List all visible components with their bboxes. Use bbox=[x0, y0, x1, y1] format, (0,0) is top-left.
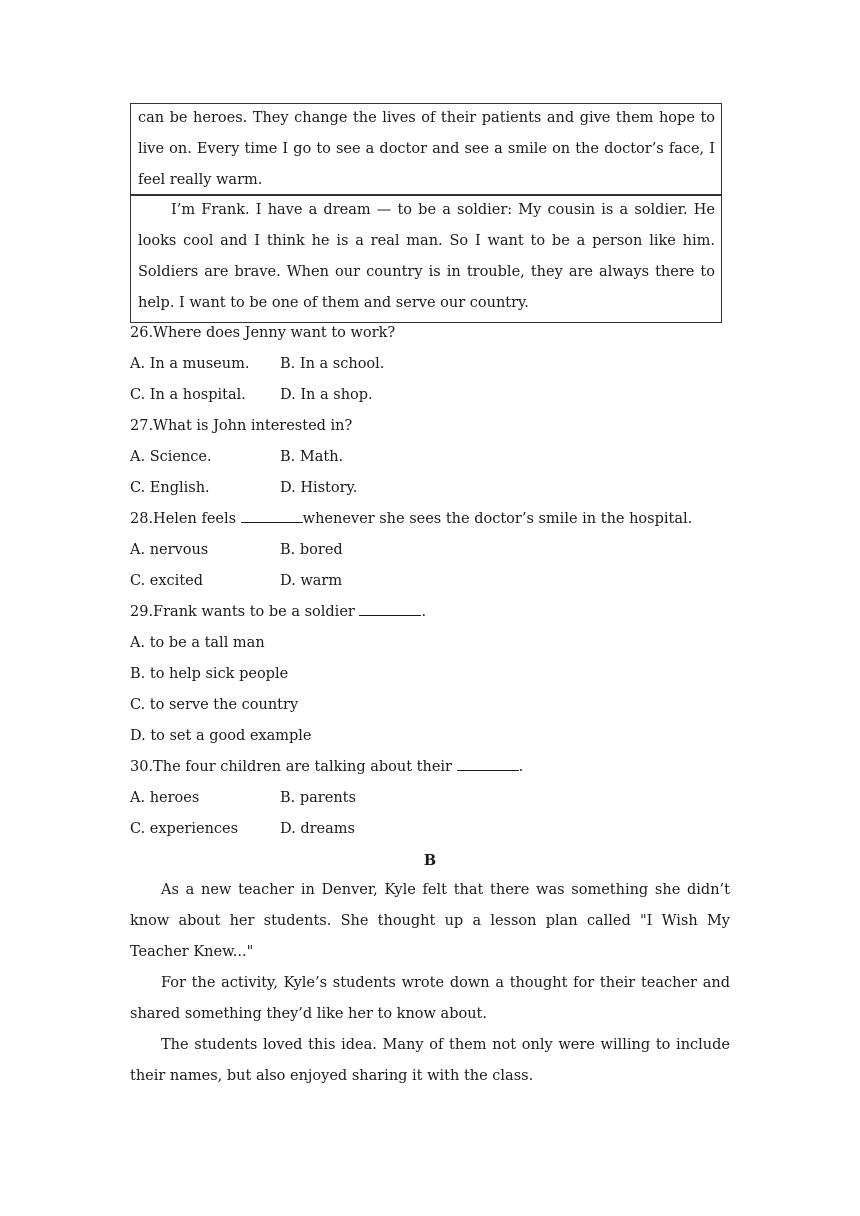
option-a[interactable]: A. nervous bbox=[130, 542, 209, 558]
option-c[interactable]: C. English. bbox=[130, 480, 210, 496]
options-row bbox=[130, 442, 730, 473]
stem-end: . bbox=[421, 604, 427, 620]
option-a[interactable]: A. In a museum. bbox=[130, 356, 250, 372]
option-c[interactable]: C. to serve the country bbox=[130, 697, 299, 713]
stem-end: . bbox=[518, 759, 524, 775]
option-c[interactable]: C. In a hospital. bbox=[130, 387, 246, 403]
question-stem bbox=[130, 597, 730, 628]
options-row bbox=[130, 783, 730, 814]
option-d[interactable]: D. warm bbox=[280, 573, 343, 589]
option-d[interactable]: D. In a shop. bbox=[280, 387, 373, 403]
paragraph: For the activity, Kyle’s students wrote down a thought for their teacher and shared something they’d like her to know about. bbox=[130, 975, 730, 1022]
passage-box-helen-end bbox=[130, 103, 722, 195]
passage-box-frank bbox=[130, 195, 722, 323]
option-b[interactable]: B. bored bbox=[280, 542, 343, 558]
option-b[interactable]: B. Math. bbox=[280, 449, 344, 465]
option-a[interactable]: A. heroes bbox=[130, 790, 200, 806]
option-c[interactable]: C. excited bbox=[130, 573, 204, 589]
question-stem: 26.Where does Jenny want to work? bbox=[130, 325, 396, 341]
options-row bbox=[130, 535, 730, 566]
paragraph: As a new teacher in Denver, Kyle felt that there was something she didn’t know about her students. She thought up a lesson plan called "I Wish My Teacher Knew..." bbox=[130, 882, 730, 960]
options-row bbox=[130, 814, 730, 845]
option-b[interactable]: B. In a school. bbox=[280, 356, 385, 372]
options-row bbox=[130, 380, 730, 411]
option-b[interactable]: B. to help sick people bbox=[130, 666, 289, 682]
option-a[interactable]: A. Science. bbox=[130, 449, 212, 465]
question-stem: 27.What is John interested in? bbox=[130, 418, 353, 434]
options-row bbox=[130, 349, 730, 380]
answer-blank bbox=[241, 508, 303, 523]
option-c[interactable]: C. experiences bbox=[130, 821, 239, 837]
options-row bbox=[130, 473, 730, 504]
passage-text: I’m Frank. I have a dream — to be a soldier: My cousin is a soldier. He looks cool and I think he is a real man. So I want to be a person like him. Soldiers are brave. When our country is in trouble, they are always there to help. I want to be one of them and serve our country. bbox=[138, 202, 715, 311]
stem-start: 30.The four children are talking about their bbox=[130, 759, 457, 775]
option-d[interactable]: D. History. bbox=[280, 480, 358, 496]
questions-section bbox=[130, 318, 730, 876]
option-b[interactable]: B. parents bbox=[280, 790, 356, 806]
option-d[interactable]: D. to set a good example bbox=[130, 728, 312, 744]
passage-text: can be heroes. They change the lives of their patients and give them hope to live on. Every time I go to see a doctor and see a smile on the doctor’s face, I feel really warm. bbox=[138, 110, 715, 188]
section-title: B bbox=[423, 852, 437, 869]
answer-blank bbox=[359, 601, 421, 616]
question-stem bbox=[130, 752, 730, 783]
paragraph: The students loved this idea. Many of them not only were willing to include their names, but also enjoyed sharing it with the class. bbox=[130, 1037, 730, 1084]
options-row bbox=[130, 566, 730, 597]
stem-start: 29.Frank wants to be a soldier bbox=[130, 604, 360, 620]
option-d[interactable]: D. dreams bbox=[280, 821, 355, 837]
answer-blank bbox=[457, 756, 519, 771]
stem-end: whenever she sees the doctor’s smile in the hospital. bbox=[302, 511, 693, 527]
option-a[interactable]: A. to be a tall man bbox=[130, 635, 265, 651]
question-stem bbox=[130, 504, 730, 535]
stem-start: 28.Helen feels bbox=[130, 511, 241, 527]
